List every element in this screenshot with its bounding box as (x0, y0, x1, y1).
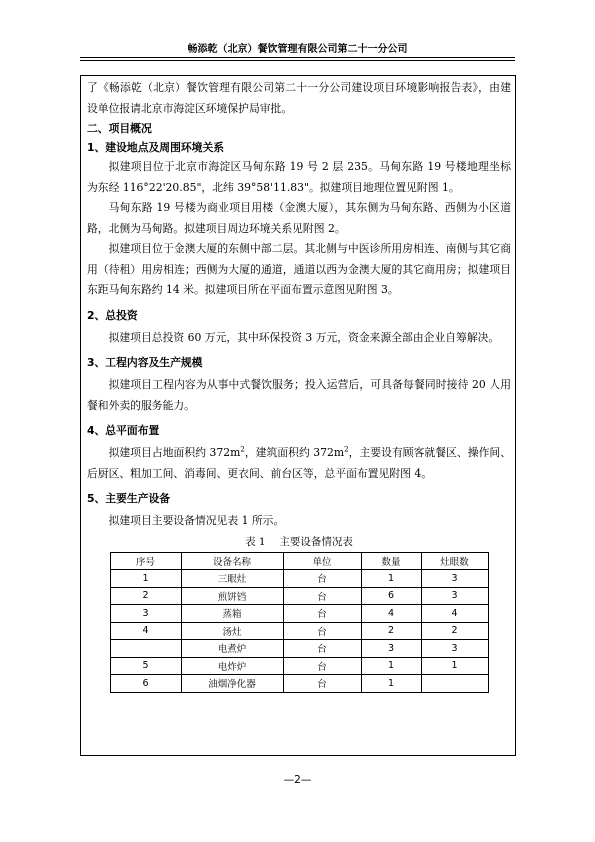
table-header-cell: 数量 (361, 552, 421, 570)
section-title: 二、项目概况 (87, 122, 152, 135)
table-row (110, 587, 488, 605)
document-body (87, 78, 511, 693)
table-cell: 台 (283, 587, 361, 605)
table-header-cell: 设备名称 (181, 552, 283, 570)
table-row (110, 622, 488, 640)
location-paragraph: 拟建项目位于北京市海淀区马甸东路 19 号 2 层 235。马甸东路 19 号楼地理坐标为东经 116°22'20.85"，北纬 39°58'11.83"。拟建项目地理位置见附图 1。 (87, 160, 511, 194)
investment-paragraph: 拟建项目总投资 60 万元，其中环保投资 3 万元，资金来源全部由企业自筹解决。 (108, 330, 500, 344)
subsection-1-title: 1、建设地点及周围环境关系 (87, 141, 225, 154)
layout-text-c: ，主要设有顾客就餐区、操作间、后厨区、粗加工间、消毒间、更衣间、前台区等，总平面布置见附图 4。 (87, 446, 512, 480)
page-header: 畅添乾（北京）餐饮管理有限公司第二十一分公司 (187, 44, 408, 55)
table-cell: 油烟净化器 (181, 675, 283, 693)
intro-paragraph: 了《畅添乾（北京）餐饮管理有限公司第二十一分公司建设项目环境影响报告表》，由建设单位报请北京市海淀区环境保护局审批。 (87, 81, 511, 115)
subsection-4-title: 4、总平面布置 (87, 424, 160, 437)
table-cell: 3 (110, 605, 181, 623)
table-cell: 煎饼铛 (181, 587, 283, 605)
table-cell: 4 (361, 605, 421, 623)
table-cell (110, 640, 181, 658)
table-header-cell: 灶眼数 (421, 552, 488, 570)
table-cell (421, 675, 488, 693)
table-cell: 6 (110, 675, 181, 693)
table-header-cell: 单位 (283, 552, 361, 570)
table-cell: 电煮炉 (181, 640, 283, 658)
table-cell: 台 (283, 675, 361, 693)
table-cell: 三眼灶 (181, 570, 283, 588)
table-cell: 台 (283, 570, 361, 588)
superscript-2: 2 (240, 445, 245, 454)
table-cell: 3 (421, 587, 488, 605)
table-cell: 5 (110, 657, 181, 675)
table-cell: 汤灶 (181, 622, 283, 640)
table-cell: 6 (361, 587, 421, 605)
equipment-paragraph: 拟建项目主要设备情况见表 1 所示。 (108, 514, 285, 527)
table-header-cell: 序号 (110, 552, 181, 570)
table-cell: 台 (283, 657, 361, 675)
table-row (110, 640, 488, 658)
subsection-3-title: 3、工程内容及生产规模 (87, 356, 203, 369)
table-cell: 2 (421, 622, 488, 640)
table-cell: 3 (361, 640, 421, 658)
surroundings-paragraph: 拟建项目位于金澳大厦的东侧中部二层。其北侧与中医诊所用房相连、南侧与其它商用（待租）用房相连；西侧为大厦的通道，通道以西为金澳大厦的其它商用房；拟建项目东距马甸东路约 14 米。拟建项目所在平面布置示意图见附图 3。 (87, 242, 511, 296)
table-cell: 台 (283, 622, 361, 640)
table-header-row (110, 552, 488, 570)
subsection-2-title: 2、总投资 (87, 308, 138, 322)
scope-paragraph: 拟建项目工程内容为从事中式餐饮服务；投入运营后，可具备每餐同时接待 20 人用餐和外卖的服务能力。 (87, 378, 511, 412)
table-cell: 1 (110, 570, 181, 588)
table-cell: 电炸炉 (181, 657, 283, 675)
table-cell: 4 (421, 605, 488, 623)
layout-text-b: ，建筑面积约 372m (244, 446, 345, 459)
table-cell: 1 (361, 675, 421, 693)
table-row (110, 675, 488, 693)
table-cell: 台 (283, 640, 361, 658)
table-cell: 蒸箱 (181, 605, 283, 623)
table-row (110, 657, 488, 675)
header-rule-thick (80, 57, 515, 58)
page-number: —2— (283, 774, 312, 786)
building-paragraph: 马甸东路 19 号楼为商业项目用楼（金澳大厦），其东侧为马甸东路、西侧为小区道路，北侧为马甸路。拟建项目周边环境关系见附图 2。 (87, 201, 511, 235)
content-frame (80, 75, 516, 756)
layout-text-a: 拟建项目占地面积约 372m (108, 446, 241, 459)
header-rule-thin (80, 60, 515, 61)
superscript-2: 2 (344, 445, 349, 454)
table-cell: 2 (110, 587, 181, 605)
table-cell: 2 (361, 622, 421, 640)
table-row (110, 570, 488, 588)
table-row (110, 605, 488, 623)
table-cell: 1 (421, 657, 488, 675)
table-cell: 1 (361, 570, 421, 588)
table-cell: 台 (283, 605, 361, 623)
table-cell: 1 (361, 657, 421, 675)
subsection-5-title: 5、主要生产设备 (87, 492, 171, 505)
layout-paragraph (87, 443, 511, 484)
table-caption: 表 1 主要设备情况表 (245, 535, 353, 548)
table-cell: 3 (421, 570, 488, 588)
equipment-table (110, 552, 489, 693)
table-cell: 3 (421, 640, 488, 658)
table-cell: 4 (110, 622, 181, 640)
